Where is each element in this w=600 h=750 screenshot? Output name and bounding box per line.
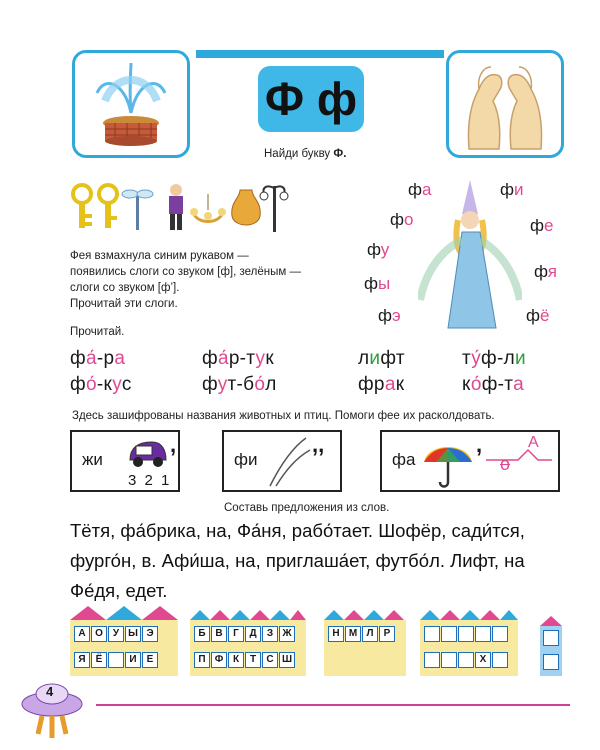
fairy-text-line: слоги со звуком [ф’]. [70, 282, 180, 294]
syllable-left-3: фу [367, 240, 390, 259]
fairy-hat-icon [462, 180, 478, 214]
puzzle-3-insert: А [528, 434, 539, 451]
house-cell: Э [142, 626, 158, 642]
sonorant-house [324, 606, 406, 678]
dragonfly-icon [122, 190, 153, 230]
amphora-icon [232, 190, 261, 225]
umbrella-icon [422, 438, 474, 490]
syllable-right-3: фя [534, 262, 558, 281]
fountain-picture [72, 50, 190, 158]
house-cell: З [262, 626, 278, 642]
puzzle-3-comma: , [476, 432, 483, 457]
reeds-icon [266, 436, 312, 490]
puzzle-2 [222, 430, 342, 492]
read-label: Прочитай. [70, 326, 125, 338]
house-cell [458, 652, 474, 668]
read-word: фо́-кус [70, 374, 132, 395]
syllable-right-4: фё [526, 306, 550, 325]
puzzle-3-prefix: фа [392, 450, 416, 469]
find-letter-target: Ф. [333, 148, 347, 160]
puzzle-2-commas: ,, [312, 432, 325, 457]
puzzle-1-comma: , [170, 432, 177, 457]
syllable-right-1: фи [500, 180, 524, 199]
read-word: лифт [358, 348, 405, 369]
puzzle-1 [70, 430, 180, 492]
fairy-text-line: появились слоги со звуком [ф], зелёным — [70, 266, 301, 278]
house-cell: Е [142, 652, 158, 668]
hands-icon [449, 53, 561, 155]
house-cell [424, 652, 440, 668]
puzzle-2-prefix: фи [234, 450, 258, 469]
house-cell: Д [245, 626, 261, 642]
house-cell [543, 630, 559, 646]
find-letter-instruction [264, 146, 346, 162]
man-icon [169, 184, 183, 230]
key-icon [73, 185, 92, 228]
house-cell [492, 626, 508, 642]
letter-title: Ф ф [264, 73, 358, 125]
read-word: фут-бо́л [202, 374, 277, 395]
syllable-left-4: фы [364, 274, 391, 293]
car-icon [126, 438, 170, 468]
house-cell [441, 652, 457, 668]
house-cell: О [91, 626, 107, 642]
house-cell: А [74, 626, 90, 642]
puzzles-instruction: Здесь зашифрованы названия животных и птиц. Помоги фее их расколдовать. [72, 410, 495, 422]
house-cell: Ф [211, 652, 227, 668]
house-cell: Ы [125, 626, 141, 642]
chandelier-icon [190, 194, 226, 222]
top-accent-bar [196, 50, 444, 58]
fairy-text-line: Прочитай эти слоги. [70, 298, 178, 310]
hands-picture [446, 50, 564, 158]
syllable-left-2: фо [390, 210, 414, 229]
house-cell: К [228, 652, 244, 668]
house-cell: Р [379, 626, 395, 642]
house-cell [458, 626, 474, 642]
page-number-badge [10, 672, 94, 742]
house-cell: Х [475, 652, 491, 668]
fairy-text-line: Фея взмахнула синим рукавом — [70, 250, 249, 262]
read-word: ко́ф-та [462, 374, 524, 395]
vowel-house [70, 606, 180, 678]
house-cell: Н [328, 626, 344, 642]
puzzle-1-prefix: жи [82, 450, 103, 469]
puzzle-1-digits: 3 2 1 [128, 472, 172, 489]
small-house [540, 616, 562, 678]
house-cell: Л [362, 626, 378, 642]
house-cell [441, 626, 457, 642]
house-cell: Я [74, 652, 90, 668]
key-icon-2 [99, 185, 117, 228]
house-cell: Г [228, 626, 244, 642]
house-cell [424, 626, 440, 642]
insert-mark-icon [484, 448, 554, 462]
house-cell [492, 652, 508, 668]
lamppost-icon [260, 186, 288, 232]
house-cell: В [211, 626, 227, 642]
house-cell: М [345, 626, 361, 642]
find-letter-prefix: Найди букву [264, 148, 334, 160]
fairy-illustration [418, 180, 522, 330]
puzzle-3-cross: о [500, 454, 511, 474]
syllable-left-1: фа [408, 180, 432, 199]
read-word: ту́ф-ли [462, 348, 526, 369]
house-cell [475, 626, 491, 642]
house-cell: Ё [91, 652, 107, 668]
house-cell: Т [245, 652, 261, 668]
read-word: фа́р-тук [202, 348, 274, 369]
consonant-house-paired [190, 606, 306, 678]
page-number: 4 [46, 684, 54, 699]
puzzle-3 [380, 430, 560, 492]
objects-row [70, 176, 300, 234]
ufo-icon [10, 672, 94, 742]
syllable-left-5: фэ [378, 306, 401, 325]
house-cell: У [108, 626, 124, 642]
house-cell: С [262, 652, 278, 668]
other-consonant-house [420, 606, 518, 678]
fairy-text [70, 248, 301, 312]
house-cell: Ж [279, 626, 295, 642]
read-word: фрак [358, 374, 405, 395]
house-cell: Б [194, 626, 210, 642]
house-cell: П [194, 652, 210, 668]
read-word: фа́-ра [70, 348, 126, 369]
house-cell [108, 652, 124, 668]
syllable-right-2: фе [530, 216, 554, 235]
sentences-text: Тётя, фа́брика, на, Фа́ня, рабо́тает. Шофёр, сади́тся, фурго́н, в. Афи́ша, на, приглаша́ет, футбо́л. Лифт, на Фе́дя, едет. [70, 520, 525, 601]
house-cell: И [125, 652, 141, 668]
bottom-divider [96, 704, 570, 706]
sentences-label: Составь предложения из слов. [224, 502, 390, 514]
house-cell [543, 654, 559, 670]
fountain-icon [75, 53, 187, 155]
house-cell: Ш [279, 652, 295, 668]
